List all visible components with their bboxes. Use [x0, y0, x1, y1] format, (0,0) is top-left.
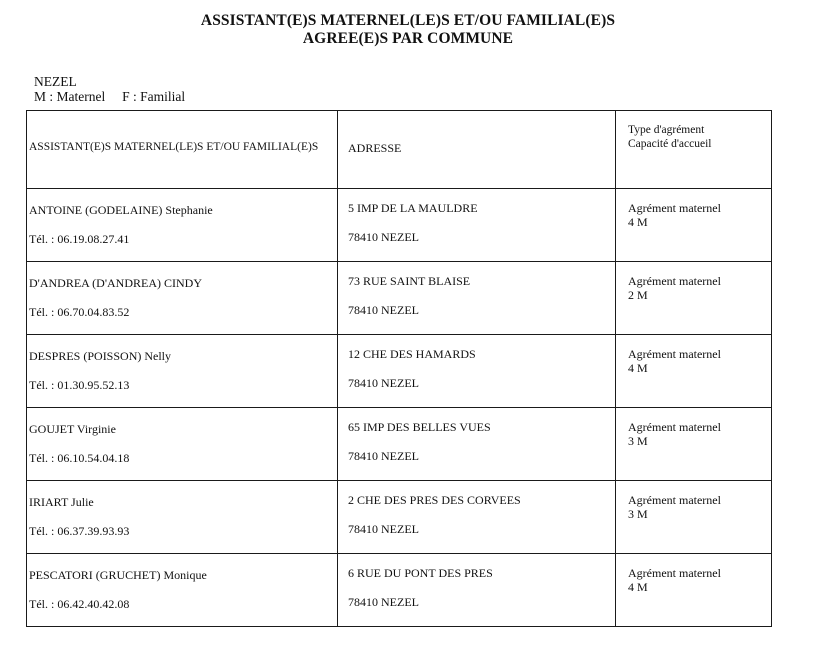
- agrement-cell: [616, 481, 772, 554]
- header-capacity: Capacité d'accueil: [628, 138, 712, 150]
- agrement-capacity: 4 M: [628, 215, 648, 229]
- agrement-type: Agrément maternel: [628, 566, 721, 580]
- address-street: 65 IMP DES BELLES VUES: [348, 420, 491, 434]
- header-type-capacity: [616, 111, 771, 151]
- assistant-phone: Tél. : 01.30.95.52.13: [29, 378, 130, 392]
- header-type: Type d'agrément: [628, 124, 705, 136]
- address-cell: [338, 554, 616, 627]
- table-header-row: [27, 111, 772, 189]
- assistant-cell: [27, 481, 338, 554]
- address-street: 12 CHE DES HAMARDS: [348, 347, 476, 361]
- document-title-line-2: AGREE(E)S PAR COMMUNE: [302, 30, 514, 47]
- agrement-cell: [616, 335, 772, 408]
- assistant-phone: Tél. : 06.37.39.93.93: [29, 524, 130, 538]
- header-adresse: ADRESSE: [348, 141, 402, 155]
- agrement-capacity: 2 M: [628, 288, 648, 302]
- header-cell-type: [616, 111, 772, 189]
- agrement-capacity: 4 M: [628, 361, 648, 375]
- address-cell: [338, 189, 616, 262]
- assistant-name: ANTOINE (GODELAINE) Stephanie: [29, 203, 213, 217]
- agrement-cell: [616, 408, 772, 481]
- assistant-name: PESCATORI (GRUCHET) Monique: [29, 568, 207, 582]
- address-city: 78410 NEZEL: [348, 595, 419, 609]
- address-city: 78410 NEZEL: [348, 376, 419, 390]
- document-title-line-1: ASSISTANT(E)S MATERNEL(LE)S ET/OU FAMILIAL(E)S: [200, 12, 616, 29]
- address-cell: [338, 262, 616, 335]
- commune-name: NEZEL: [34, 74, 77, 89]
- address-cell: [338, 335, 616, 408]
- table-row: [27, 335, 772, 408]
- agrement-type: Agrément maternel: [628, 493, 721, 507]
- table-row: [27, 408, 772, 481]
- address-cell: [338, 408, 616, 481]
- table-row: [27, 554, 772, 627]
- assistant-phone: Tél. : 06.10.54.04.18: [29, 451, 130, 465]
- table-row: [27, 481, 772, 554]
- assistant-phone: Tél. : 06.19.08.27.41: [29, 232, 130, 246]
- agrement-cell: [616, 554, 772, 627]
- agrement-cell: [616, 262, 772, 335]
- assistant-name: IRIART Julie: [29, 495, 94, 509]
- agrement-type: Agrément maternel: [628, 420, 721, 434]
- agrement-capacity: 3 M: [628, 507, 648, 521]
- assistant-cell: [27, 189, 338, 262]
- agrement-type: Agrément maternel: [628, 347, 721, 361]
- agrement-capacity: 4 M: [628, 580, 648, 594]
- assistant-phone: Tél. : 06.70.04.83.52: [29, 305, 130, 319]
- address-street: 5 IMP DE LA MAULDRE: [348, 201, 478, 215]
- address-city: 78410 NEZEL: [348, 522, 419, 536]
- assistant-cell: [27, 262, 338, 335]
- address-street: 2 CHE DES PRES DES CORVEES: [348, 493, 521, 507]
- assistant-phone: Tél. : 06.42.40.42.08: [29, 597, 130, 611]
- agrement-cell: [616, 189, 772, 262]
- table-row: [27, 262, 772, 335]
- assistant-cell: [27, 335, 338, 408]
- address-street: 6 RUE DU PONT DES PRES: [348, 566, 493, 580]
- address-city: 78410 NEZEL: [348, 303, 419, 317]
- address-street: 73 RUE SAINT BLAISE: [348, 274, 471, 288]
- address-city: 78410 NEZEL: [348, 449, 419, 463]
- assistant-cell: [27, 408, 338, 481]
- header-assistant: ASSISTANT(E)S MATERNEL(LE)S ET/OU FAMILIAL(E)S: [29, 141, 319, 153]
- assistants-table: [26, 110, 772, 627]
- table-row: [27, 189, 772, 262]
- assistant-name: DESPRES (POISSON) Nelly: [29, 349, 172, 363]
- agrement-type: Agrément maternel: [628, 201, 721, 215]
- agrement-legend: M : Maternel F : Familial: [34, 89, 186, 104]
- assistant-name: D'ANDREA (D'ANDREA) CINDY: [29, 276, 202, 290]
- assistant-name: GOUJET Virginie: [29, 422, 116, 436]
- agrement-type: Agrément maternel: [628, 274, 721, 288]
- address-city: 78410 NEZEL: [348, 230, 419, 244]
- assistant-cell: [27, 554, 338, 627]
- header-cell-adresse: [338, 111, 616, 189]
- header-cell-assistant: [27, 111, 338, 189]
- agrement-capacity: 3 M: [628, 434, 648, 448]
- address-cell: [338, 481, 616, 554]
